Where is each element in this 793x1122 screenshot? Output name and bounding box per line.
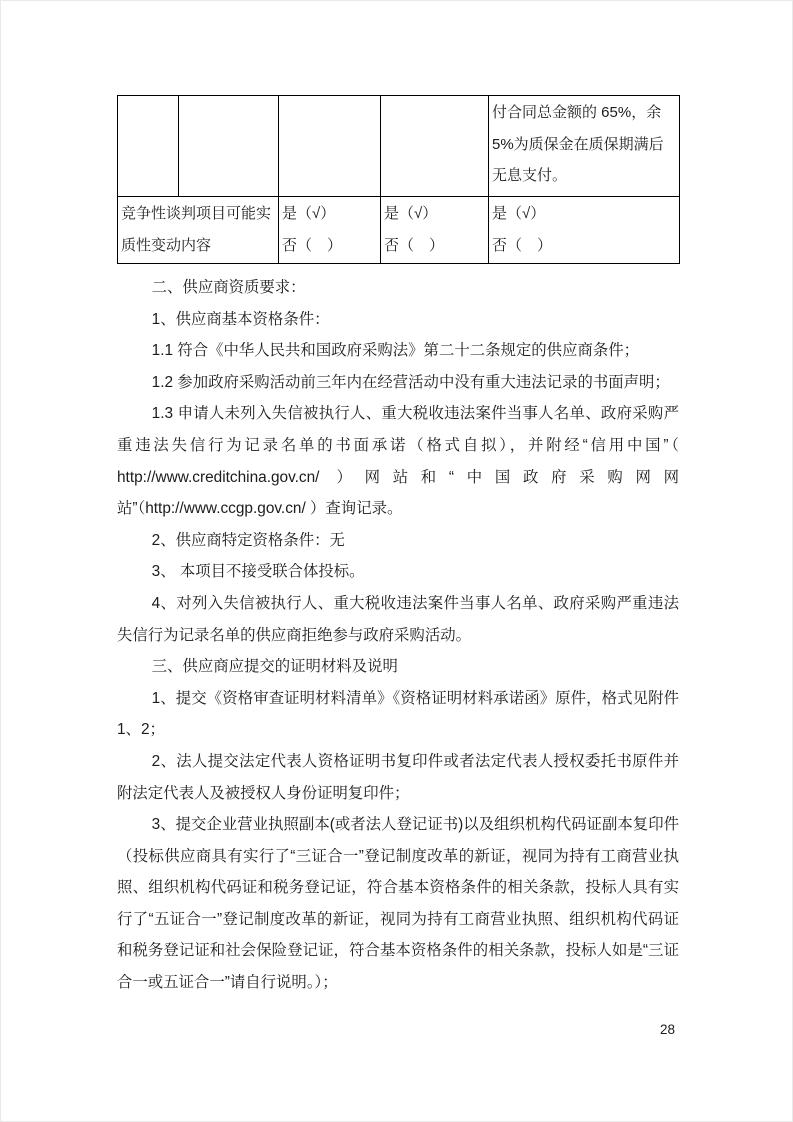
paragraph-materials-1: 1、提交《资格审查证明材料清单》《资格证明材料承诺函》原件，格式见附件 1、2； bbox=[117, 689, 679, 739]
table-row-substantial-change bbox=[118, 197, 680, 264]
no-option: 否（ ） bbox=[384, 236, 445, 254]
yes-option: 是（√） bbox=[492, 205, 546, 222]
paragraph-section-3-heading: 三、供应商应提交的证明材料及说明 bbox=[151, 658, 398, 676]
cell-payment-terms: 付合同总金额的 65%，余 5%为质保金在质保期满后无息支付。 bbox=[489, 96, 680, 197]
cell-change-choice-3 bbox=[489, 197, 680, 264]
yes-option: 是（√） bbox=[282, 205, 336, 222]
cell-change-choice-2 bbox=[381, 197, 489, 264]
paragraph-basic-qualification-heading: 1、供应商基本资格条件： bbox=[151, 310, 330, 328]
document-body bbox=[117, 272, 679, 999]
cell-empty-2 bbox=[179, 96, 279, 197]
paragraph-dishonest-refusal: 4、对列入失信被执行人、重大税收违法案件当事人名单、政府采购严重违法失信行为记录名单的供应商拒绝参与政府采购活动。 bbox=[117, 594, 679, 644]
no-option: 否（ ） bbox=[282, 236, 343, 254]
cell-empty-1 bbox=[118, 96, 179, 197]
cell-empty-3 bbox=[279, 96, 381, 197]
table-row-continued bbox=[118, 96, 680, 197]
cell-empty-4 bbox=[381, 96, 489, 197]
paragraph-section-2-heading: 二、供应商资质要求： bbox=[151, 279, 306, 296]
page-footer bbox=[660, 1022, 675, 1037]
yes-option: 是（√） bbox=[384, 205, 438, 222]
paragraph-specific-qualification: 2、供应商特定资格条件：无 bbox=[151, 531, 345, 549]
negotiation-terms-table bbox=[117, 95, 680, 264]
cell-change-row-label: 竞争性谈判项目可能实质性变动内容 bbox=[118, 197, 279, 264]
paragraph-no-consortium: 3、 本项目不接受联合体投标。 bbox=[151, 563, 365, 581]
no-option: 否（ ） bbox=[492, 236, 553, 254]
paragraph-materials-3: 3、提交企业营业执照副本(或者法人登记证书)以及组织机构代码证副本复印件（投标供应商具有实行了“三证合一”登记制度改革的新证，视同为持有工商营业执照、组织机构代码证和税务登记证，符合基本资格条件的相关条款，投标人具有实行了“五证合一”登记制度改革的新证，视同为持有工商营业执照、组织机构代码证和税务登记证和社会保险登记证，符合基本资格条件的相关条款，投标人如是“三证合一或五证合一”请自行说明。）； bbox=[117, 816, 679, 992]
cell-change-choice-1 bbox=[279, 197, 381, 264]
paragraph-materials-2: 2、法人提交法定代表人资格证明书复印件或者法定代表人授权委托书原件并附法定代表人及被授权人身份证明复印件； bbox=[117, 752, 679, 802]
page-number: 28 bbox=[659, 1022, 675, 1037]
paragraph-1-3: 1.3 申请人未列入失信被执行人、重大税收违法案件当事人名单、政府采购严重违法失信行为记录名单的书面承诺（格式自拟），并附经“信用中国”（ http://www.creditchina.gov.cn/ ）网站和“中国政府采购网网站”（http://www.ccgp.gov.cn/ ）查询记录。 bbox=[117, 405, 679, 518]
paragraph-1-1: 1.1 符合《中华人民共和国政府采购法》第二十二条规定的供应商条件； bbox=[151, 342, 640, 360]
paragraph-1-2: 1.2 参加政府采购活动前三年内在经营活动中没有重大违法记录的书面声明； bbox=[151, 373, 670, 391]
